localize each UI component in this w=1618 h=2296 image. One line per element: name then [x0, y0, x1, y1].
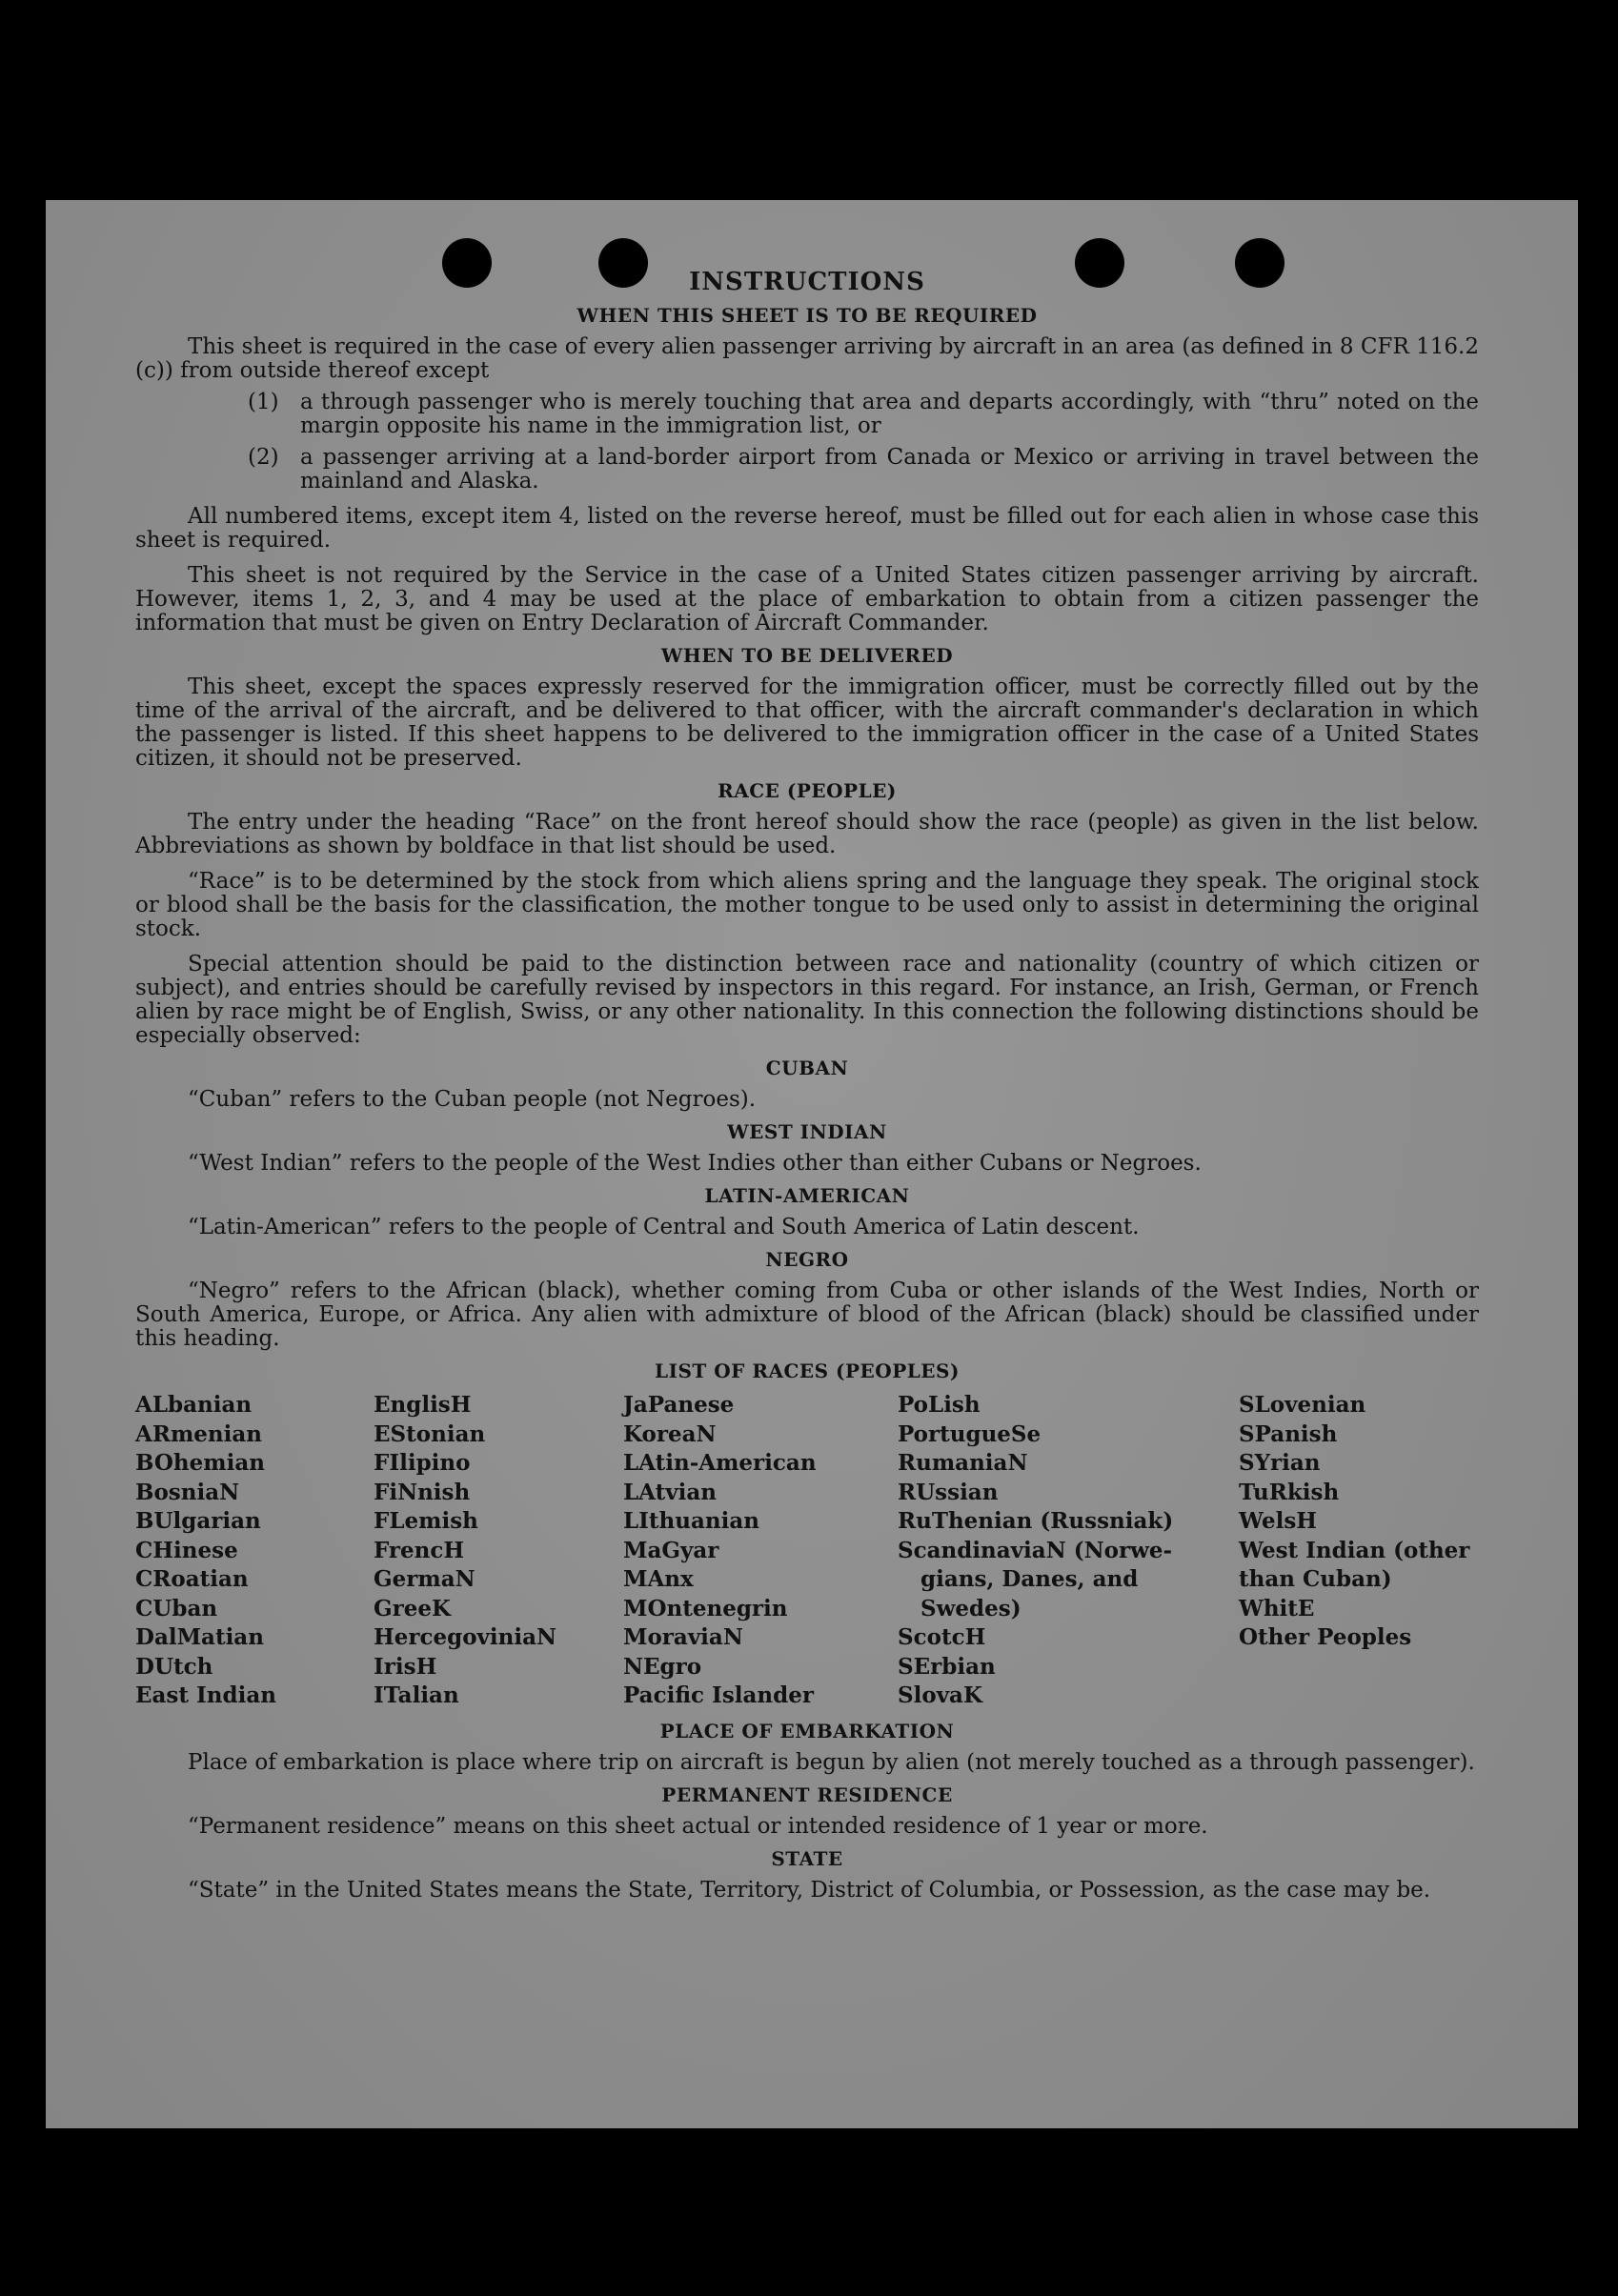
races-list — [135, 1391, 1479, 1711]
race-entry: RumaniaN — [898, 1450, 1028, 1476]
race-entry: East Indian — [135, 1682, 276, 1708]
races-column — [1239, 1391, 1477, 1711]
item-number: (2) — [248, 445, 279, 470]
embarkation-definition: Place of embarkation is place where trip on aircraft is begun by alien (not merely touched as a through passenger). — [188, 1749, 1475, 1775]
race-entry: SErbian — [898, 1653, 996, 1680]
race-entry: ALbanian — [135, 1392, 253, 1418]
west-indian-title: WEST INDIAN — [727, 1120, 887, 1143]
race-paragraph-2: “Race” is to be determined by the stock from which aliens spring and the language they speak. The original stock or blood shall be the basis for the classification, the mother tongue to be used only to assist in determining the original stock. — [135, 869, 1479, 941]
race-entry: RUssian — [898, 1479, 999, 1505]
cuban-title: CUBAN — [765, 1057, 849, 1079]
races-column — [135, 1391, 374, 1711]
race-paragraph-1: The entry under the heading “Race” on the front hereof should show the race (people) as given in the list below. Abbreviations as shown by boldface in that list should be used. — [135, 810, 1479, 858]
race-entry: RuThenian (Russniak) — [898, 1508, 1174, 1534]
race-entry: LIthuanian — [623, 1508, 759, 1534]
race-entry: ITalian — [374, 1682, 459, 1708]
race-entry: FIlipino — [374, 1450, 471, 1476]
citizen-paragraph: This sheet is not required by the Service in the case of a United States citizen passenger arriving by aircraft. However, items 1, 2, 3, and 4 may be used at the place of embarkation to obtain from a citizen passenger the information that must be given on Entry Declaration of Aircraft Commander. — [135, 563, 1479, 635]
race-entry: WelsH — [1239, 1508, 1318, 1534]
latin-american-definition: “Latin-American” refers to the people of Central and South America of Latin descent. — [188, 1215, 1140, 1239]
race-entry: CUban — [135, 1595, 218, 1621]
embarkation-title: PLACE OF EMBARKATION — [659, 1719, 955, 1742]
race-paragraph-3: Special attention should be paid to the distinction between race and nationality (country of which citizen or subject), and entries should be carefully revised by inspectors in this regard. For instance, an Irish, German, or French alien by race might be of English, Swiss, or any other nationality. In this connection the following distinctions should be especially observed: — [135, 952, 1479, 1048]
race-entry: GermaN — [374, 1566, 475, 1592]
race-entry: TuRkish — [1239, 1479, 1340, 1505]
race-entry: ARmenian — [135, 1420, 263, 1447]
required-paragraph: This sheet is required in the case of every alien passenger arriving by aircraft in an area (as defined in 8 CFR 116.2 (c)) from outside thereof except — [135, 334, 1479, 383]
race-entry: HercegoviniaN — [374, 1624, 557, 1650]
exception-item — [248, 446, 1479, 493]
item-number: (1) — [248, 390, 279, 414]
race-entry: MoraviaN — [623, 1624, 743, 1650]
race-entry: MaGyar — [623, 1537, 719, 1563]
races-list-title: LIST OF RACES (PEOPLES) — [655, 1359, 960, 1382]
residence-title: PERMANENT RESIDENCE — [661, 1782, 953, 1806]
race-entry: PoLish — [898, 1392, 981, 1418]
races-column — [374, 1391, 623, 1711]
race-entry: ScotcH — [898, 1624, 986, 1650]
race-entry: IrisH — [374, 1653, 437, 1680]
numbered-items-paragraph: All numbered items, except item 4, listed on the reverse hereof, must be filled out for each alien in whose case this sheet is required. — [135, 504, 1479, 553]
race-entry: FrencH — [374, 1537, 465, 1563]
races-column — [623, 1391, 898, 1711]
race-entry: ScandinaviaN (Norwe- — [898, 1537, 1173, 1563]
race-entry-continued: gians, Danes, and — [920, 1566, 1139, 1592]
race-entry: BUlgarian — [135, 1508, 261, 1534]
item-text: a through passenger who is merely touching that area and departs accordingly, with “thru” noted on the margin opposite his name in the immigration list, or — [300, 390, 1479, 438]
document-page — [46, 200, 1578, 2128]
race-entry: DalMatian — [135, 1624, 264, 1650]
race-entry: MAnx — [623, 1566, 694, 1592]
race-entry: PortugueSe — [898, 1420, 1042, 1447]
west-indian-definition: “West Indian” refers to the people of the West Indies other than either Cubans or Negroes. — [188, 1151, 1202, 1176]
race-entry: SlovaK — [898, 1682, 982, 1708]
race-entry: FiNnish — [374, 1479, 471, 1505]
races-column — [898, 1391, 1239, 1711]
state-definition: “State” in the United States means the State, Territory, District of Columbia, or Possession, as the case may be. — [188, 1877, 1431, 1903]
race-entry: WhitE — [1239, 1595, 1315, 1621]
race-entry: LAtvian — [623, 1479, 717, 1505]
page-title: INSTRUCTIONS — [689, 268, 925, 296]
race-entry: LAtin-American — [623, 1450, 817, 1476]
race-entry: DUtch — [135, 1653, 213, 1680]
negro-title: NEGRO — [765, 1248, 849, 1271]
race-entry: SPanish — [1239, 1420, 1338, 1447]
race-entry: NEgro — [623, 1653, 702, 1680]
negro-definition: “Negro” refers to the African (black), whether coming from Cuba or other islands of the West Indies, North or South America, Europe, or Africa. Any alien with admixture of blood of the African (black) should be classified under this heading. — [135, 1279, 1479, 1351]
race-entry: CRoatian — [135, 1566, 249, 1592]
race-entry: KoreaN — [623, 1420, 717, 1447]
delivered-paragraph: This sheet, except the spaces expressly reserved for the immigration officer, must be correctly filled out by the time of the arrival of the aircraft, and be delivered to that officer, with the aircraft commander's declaration in which the passenger is listed. If this sheet happens to be delivered to the immigration officer in the case of a United States citizen, it should not be preserved. — [135, 675, 1479, 771]
race-entry: MOntenegrin — [623, 1595, 788, 1621]
exception-item — [248, 391, 1479, 438]
residence-definition: “Permanent residence” means on this sheet actual or intended residence of 1 year or more. — [188, 1813, 1208, 1839]
race-entry: FLemish — [374, 1508, 478, 1534]
cuban-definition: “Cuban” refers to the Cuban people (not Negroes). — [188, 1087, 757, 1112]
race-entry: CHinese — [135, 1537, 238, 1563]
state-title: STATE — [771, 1846, 843, 1870]
race-entry: Other Peoples — [1239, 1624, 1412, 1650]
race-entry: SLovenian — [1239, 1392, 1366, 1418]
section-title-delivered: WHEN TO BE DELIVERED — [660, 644, 954, 667]
section-title-required: WHEN THIS SHEET IS TO BE REQUIRED — [576, 304, 1038, 327]
instructions-content — [135, 269, 1479, 1903]
race-entry: GreeK — [374, 1595, 452, 1621]
race-entry: BosniaN — [135, 1479, 240, 1505]
race-entry: JaPanese — [623, 1392, 735, 1418]
latin-american-title: LATIN-AMERICAN — [704, 1184, 910, 1207]
race-entry: BOhemian — [135, 1450, 265, 1476]
race-entry-continued: than Cuban) — [1239, 1566, 1392, 1592]
race-entry-continued: Swedes) — [920, 1595, 1021, 1621]
race-entry: EnglisH — [374, 1392, 472, 1418]
race-entry: EStonian — [374, 1420, 486, 1447]
race-entry: West Indian (other — [1239, 1537, 1470, 1563]
section-title-race: RACE (PEOPLE) — [718, 779, 897, 802]
race-entry: SYrian — [1239, 1450, 1321, 1476]
item-text: a passenger arriving at a land-border airport from Canada or Mexico or arriving in travel between the mainland and Alaska. — [300, 445, 1479, 493]
race-entry: Pacific Islander — [623, 1682, 814, 1708]
